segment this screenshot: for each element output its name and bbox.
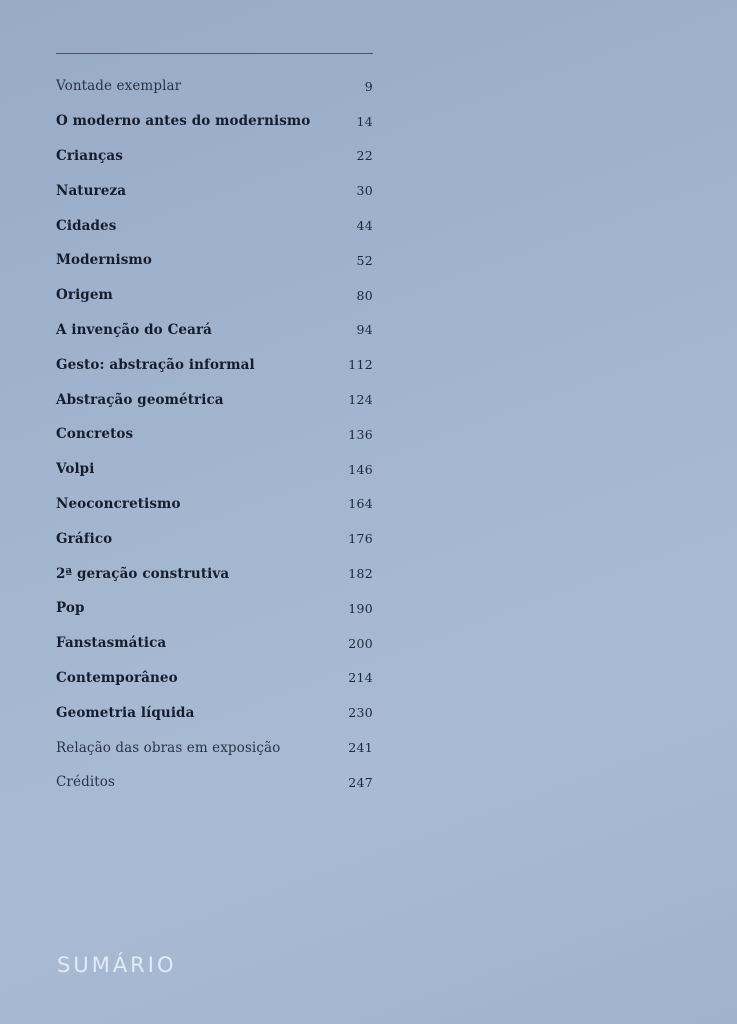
toc-entry-page: 182 xyxy=(348,566,373,582)
toc-entry-title: Volpi xyxy=(56,461,95,478)
toc-entry[interactable] xyxy=(56,452,373,487)
toc-entry-page: 241 xyxy=(348,740,373,756)
toc-entry-title: Concretos xyxy=(56,426,134,443)
toc-entry-page: 30 xyxy=(356,183,373,199)
toc-entry[interactable] xyxy=(56,243,373,278)
toc-entry-title: Fanstasmática xyxy=(56,635,167,652)
toc-entry-page: 80 xyxy=(356,287,373,303)
toc-entry-title: Cidades xyxy=(56,217,117,234)
toc-entry-page: 94 xyxy=(356,322,373,338)
toc-entry-page: 230 xyxy=(348,705,373,721)
toc-entry[interactable] xyxy=(56,695,373,730)
toc-entry-title: Geometria líquida xyxy=(56,704,195,721)
toc-entry-title: Pop xyxy=(56,600,85,617)
toc-entry-title: Vontade exemplar xyxy=(56,78,182,95)
toc-entry-title: Gráfico xyxy=(56,530,113,547)
toc-entry[interactable] xyxy=(56,521,373,556)
toc-entry-title: Créditos xyxy=(56,774,116,791)
toc-entry[interactable] xyxy=(56,139,373,174)
toc-entry[interactable] xyxy=(56,104,373,139)
toc-list xyxy=(56,69,373,800)
toc-entry-title: Contemporâneo xyxy=(56,669,178,686)
toc-entry[interactable] xyxy=(56,661,373,696)
toc-entry-title: Gesto: abstração informal xyxy=(56,356,255,373)
toc-entry-page: 190 xyxy=(348,600,373,616)
toc-entry[interactable] xyxy=(56,347,373,382)
toc-entry-title: Crianças xyxy=(56,147,123,164)
toc-entry-title: A invenção do Ceará xyxy=(56,321,213,338)
toc-entry-title: Neoconcretismo xyxy=(56,495,181,512)
toc-entry-title: 2ª geração construtiva xyxy=(56,565,230,582)
toc-entry-page: 9 xyxy=(364,78,373,94)
toc-entry[interactable] xyxy=(56,173,373,208)
section-title: SUMÁRIO xyxy=(57,953,177,977)
toc-entry-title: Origem xyxy=(56,287,113,304)
toc-entry-page: 164 xyxy=(348,496,373,512)
toc-entry[interactable] xyxy=(56,278,373,313)
toc-entry[interactable] xyxy=(56,730,373,765)
toc-entry-page: 112 xyxy=(348,357,373,373)
toc-entry-page: 52 xyxy=(356,252,373,268)
toc-entry-page: 44 xyxy=(356,218,373,234)
toc-entry[interactable] xyxy=(56,417,373,452)
toc-entry[interactable] xyxy=(56,626,373,661)
toc-entry[interactable] xyxy=(56,313,373,348)
toc-entry-page: 136 xyxy=(348,426,373,442)
toc-entry-title: Natureza xyxy=(56,182,127,199)
toc-entry[interactable] xyxy=(56,556,373,591)
toc-entry[interactable] xyxy=(56,208,373,243)
toc-entry[interactable] xyxy=(56,69,373,104)
toc-entry-page: 200 xyxy=(348,635,373,651)
toc-entry-title: Relação das obras em exposição xyxy=(56,739,281,756)
toc-entry-page: 14 xyxy=(356,113,373,129)
toc-entry-page: 247 xyxy=(348,774,373,790)
toc-entry-title: O moderno antes do modernismo xyxy=(56,113,311,130)
toc-entry-page: 176 xyxy=(348,531,373,547)
toc-entry[interactable] xyxy=(56,382,373,417)
toc-entry-page: 22 xyxy=(356,148,373,164)
toc-entry-page: 214 xyxy=(348,670,373,686)
top-divider xyxy=(56,53,373,54)
toc-entry[interactable] xyxy=(56,591,373,626)
toc-entry-page: 124 xyxy=(348,392,373,408)
toc-entry-title: Modernismo xyxy=(56,252,152,269)
toc-entry-page: 146 xyxy=(348,461,373,477)
toc-entry[interactable] xyxy=(56,487,373,522)
toc-entry[interactable] xyxy=(56,765,373,800)
toc-entry-title: Abstração geométrica xyxy=(56,391,224,408)
